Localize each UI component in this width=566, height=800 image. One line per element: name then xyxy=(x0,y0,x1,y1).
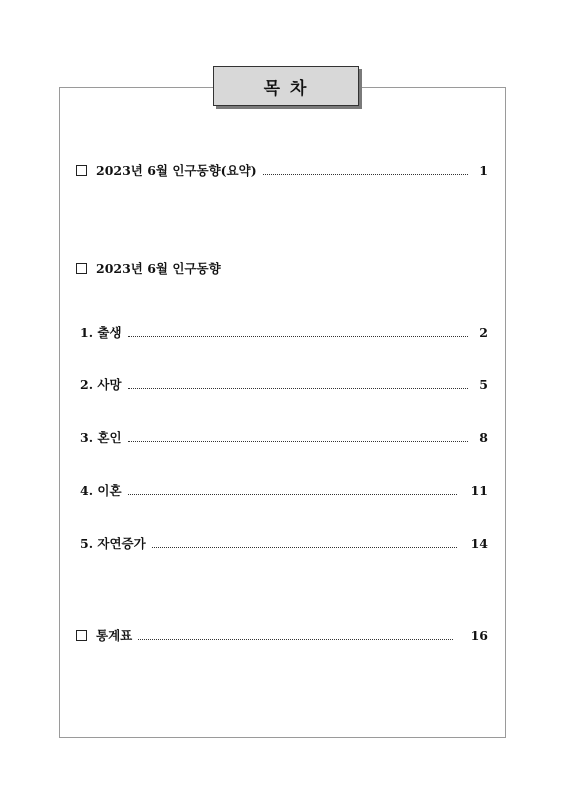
toc-page-number: 5 xyxy=(479,376,488,392)
toc-page-number: 2 xyxy=(479,324,488,340)
toc-section-label: 2023년 6월 인구동향(요약) xyxy=(96,163,257,178)
toc-item-birth[interactable] xyxy=(80,323,488,341)
toc-page-number: 14 xyxy=(470,535,488,551)
toc-item-label: 3. 혼인 xyxy=(80,430,122,445)
toc-item-label: 2. 사망 xyxy=(80,377,122,392)
toc-page-number: 8 xyxy=(479,429,488,445)
checkbox-icon xyxy=(76,263,87,274)
toc-page-number: 1 xyxy=(479,162,488,178)
toc-appendix-label: 통계표 xyxy=(96,628,133,643)
toc-item-death[interactable] xyxy=(80,375,488,393)
toc-section-label: 2023년 6월 인구동향 xyxy=(96,261,221,276)
checkbox-icon xyxy=(76,165,87,176)
toc-section-main[interactable] xyxy=(76,259,221,277)
toc-title: 목 차 xyxy=(213,66,359,106)
toc-section-summary[interactable] xyxy=(76,161,488,179)
toc-item-label: 4. 이혼 xyxy=(80,483,122,498)
toc-page-number: 11 xyxy=(470,482,488,498)
leader-dots xyxy=(128,379,468,389)
leader-dots xyxy=(128,485,457,495)
toc-page-number: 16 xyxy=(470,627,488,643)
toc-item-marriage[interactable] xyxy=(80,428,488,446)
leader-dots xyxy=(128,432,468,442)
toc-item-divorce[interactable] xyxy=(80,481,488,499)
toc-appendix-tables[interactable] xyxy=(76,626,488,644)
toc-item-label: 5. 자연증가 xyxy=(80,536,146,551)
leader-dots xyxy=(152,538,457,548)
toc-item-natural-increase[interactable] xyxy=(80,534,488,552)
leader-dots xyxy=(138,630,452,640)
leader-dots xyxy=(128,327,468,337)
leader-dots xyxy=(263,165,468,175)
toc-item-label: 1. 출생 xyxy=(80,325,122,340)
checkbox-icon xyxy=(76,630,87,641)
